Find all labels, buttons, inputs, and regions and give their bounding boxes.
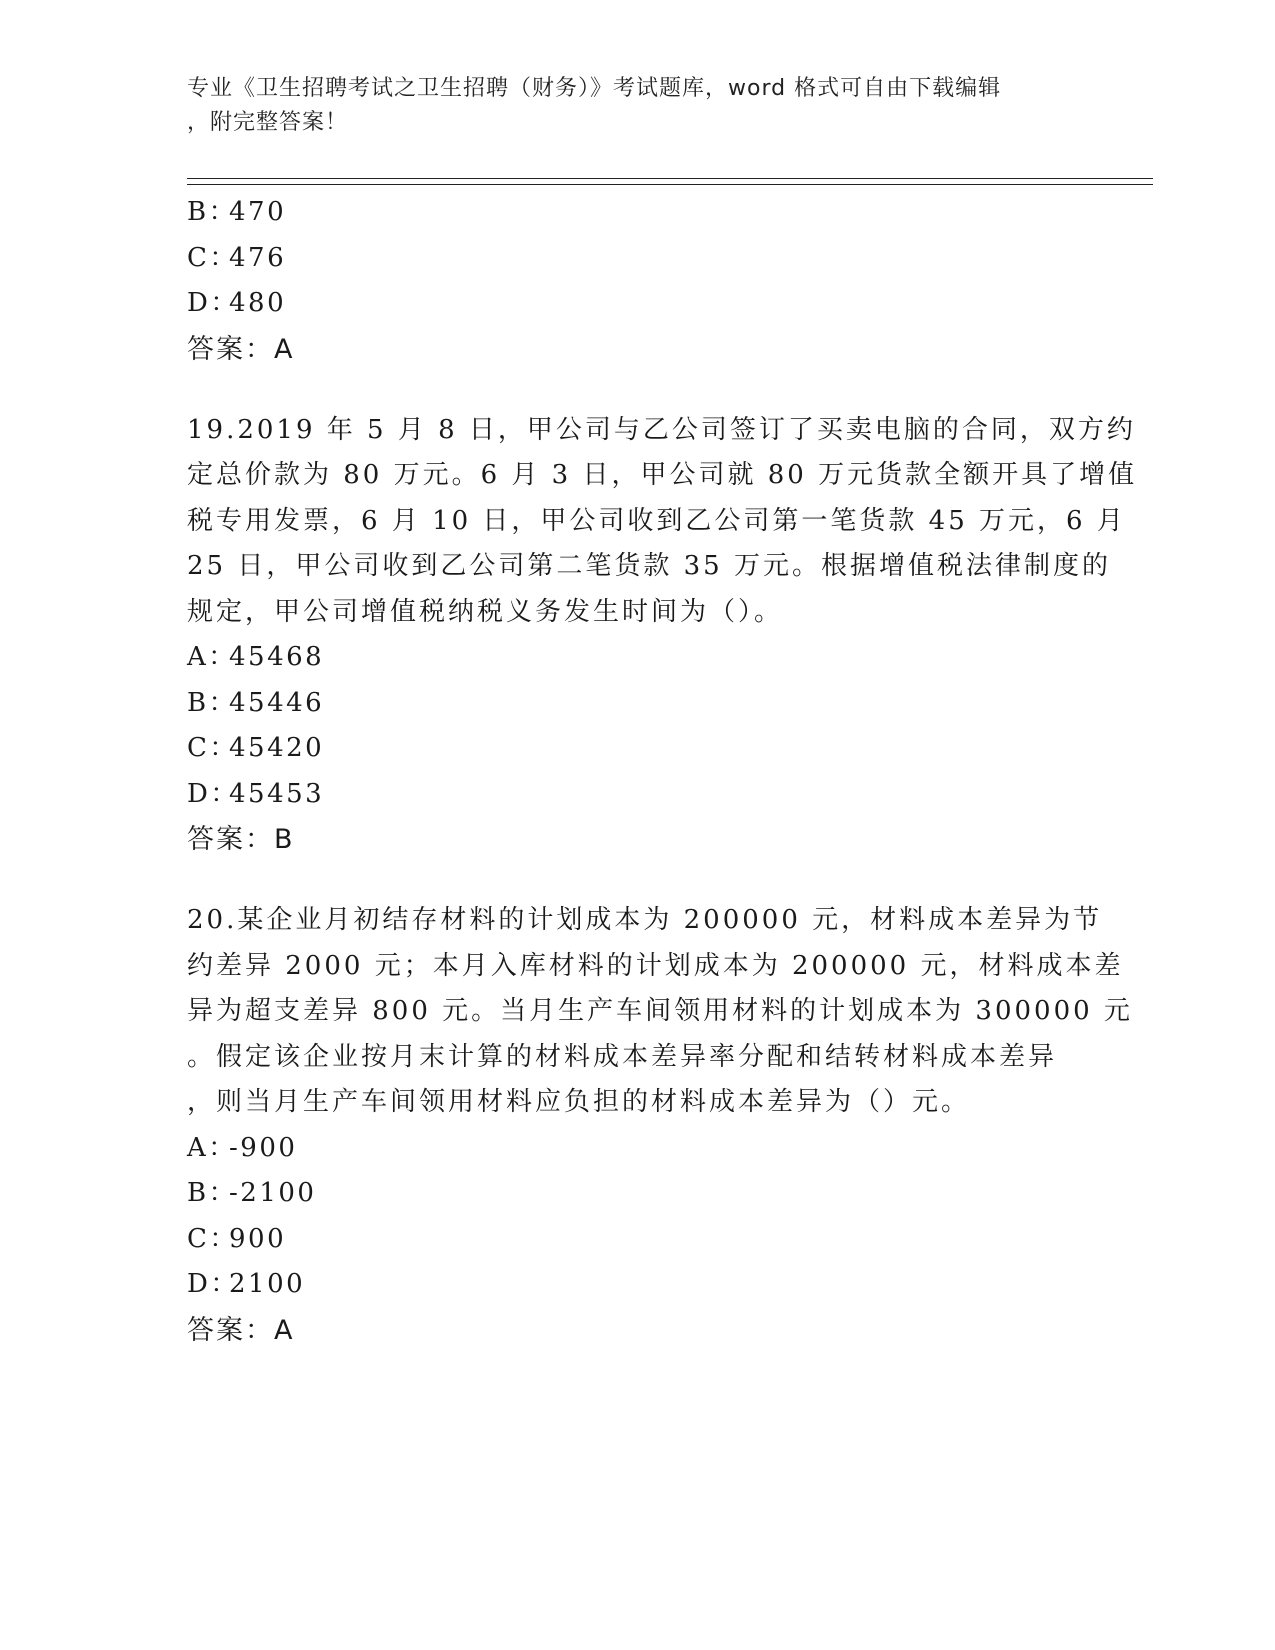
option-key: C：	[187, 733, 238, 763]
option-key: D：	[187, 1269, 239, 1299]
option-value: 2100	[229, 1269, 306, 1299]
header-divider-top	[187, 178, 1153, 179]
question-stem	[187, 898, 1133, 1126]
stem-line: 约差异 2000 元；本月入库材料的计划成本为 200000 元，材料成本差	[187, 950, 1124, 981]
question-stem	[187, 408, 1138, 636]
question-20	[187, 898, 1133, 1353]
option-c	[187, 1217, 1087, 1263]
answer-line: 答案：A	[187, 1314, 295, 1346]
option-d	[187, 1262, 1087, 1308]
header-title-line-1: 专业《卫生招聘考试之卫生招聘（财务）》考试题库，word 格式可自由下载编辑	[187, 76, 1002, 101]
answer-line: 答案：B	[187, 824, 295, 855]
option-key: C：	[187, 1223, 238, 1254]
option-b	[187, 1171, 1087, 1217]
option-key: D：	[187, 778, 239, 809]
option-value: 45468	[229, 642, 325, 672]
option-value: -2100	[229, 1178, 317, 1208]
option-key: D：	[187, 288, 239, 318]
option-value: -900	[229, 1132, 298, 1163]
stem-line: 25 日，甲公司收到乙公司第二笔货款 35 万元。根据增值税法律制度的	[187, 551, 1111, 581]
option-value: 480	[229, 288, 287, 318]
option-value: 45453	[229, 778, 325, 809]
answer-line: 答案：A	[187, 333, 295, 365]
stem-line: 异为超支差异 800 元。当月生产车间领用材料的计划成本为 300000 元	[187, 996, 1133, 1026]
option-b	[187, 681, 1087, 727]
stem-line: 20.某企业月初结存材料的计划成本为 200000 元，材料成本差异为节	[187, 905, 1103, 935]
stem-line: ，则当月生产车间领用材料应负担的材料成本差异为（）元。	[187, 1087, 971, 1117]
option-key: C：	[187, 242, 238, 273]
option-a	[187, 1126, 1087, 1172]
stem-line: 规定，甲公司增值税纳税义务发生时间为（）。	[187, 596, 784, 627]
spacer	[187, 372, 1087, 408]
option-d	[187, 281, 1087, 327]
stem-line: 税专用发票，6 月 10 日，甲公司收到乙公司第一笔货款 45 万元，6 月	[187, 505, 1126, 536]
option-c	[187, 726, 1087, 772]
option-value: 45420	[229, 733, 325, 763]
option-key: B：	[187, 687, 238, 718]
question-content	[187, 190, 1138, 1353]
option-key: B：	[187, 1178, 238, 1208]
stem-line: 定总价款为 80 万元。6 月 3 日，甲公司就 80 万元货款全额开具了增值	[187, 460, 1138, 490]
document-header	[187, 72, 1087, 140]
option-a	[187, 635, 1087, 681]
header-title-line-2: ，附完整答案！	[187, 110, 349, 135]
prev-question-block	[187, 190, 1087, 372]
option-b	[187, 190, 1087, 236]
option-key: A：	[187, 642, 237, 672]
option-key: A：	[187, 1132, 237, 1163]
question-19	[187, 408, 1138, 863]
option-key: B：	[187, 197, 238, 227]
option-value: 470	[229, 197, 287, 227]
spacer	[187, 862, 1087, 898]
stem-line: 19.2019 年 5 月 8 日，甲公司与乙公司签订了买卖电脑的合同，双方约	[187, 414, 1136, 445]
header-divider-bottom	[187, 184, 1153, 185]
option-value: 476	[229, 242, 287, 273]
option-value: 900	[229, 1223, 287, 1254]
option-c	[187, 236, 1087, 282]
option-d	[187, 772, 1087, 818]
option-value: 45446	[229, 687, 325, 718]
stem-line: 。假定该企业按月末计算的材料成本差异率分配和结转材料成本差异	[187, 1041, 1058, 1072]
